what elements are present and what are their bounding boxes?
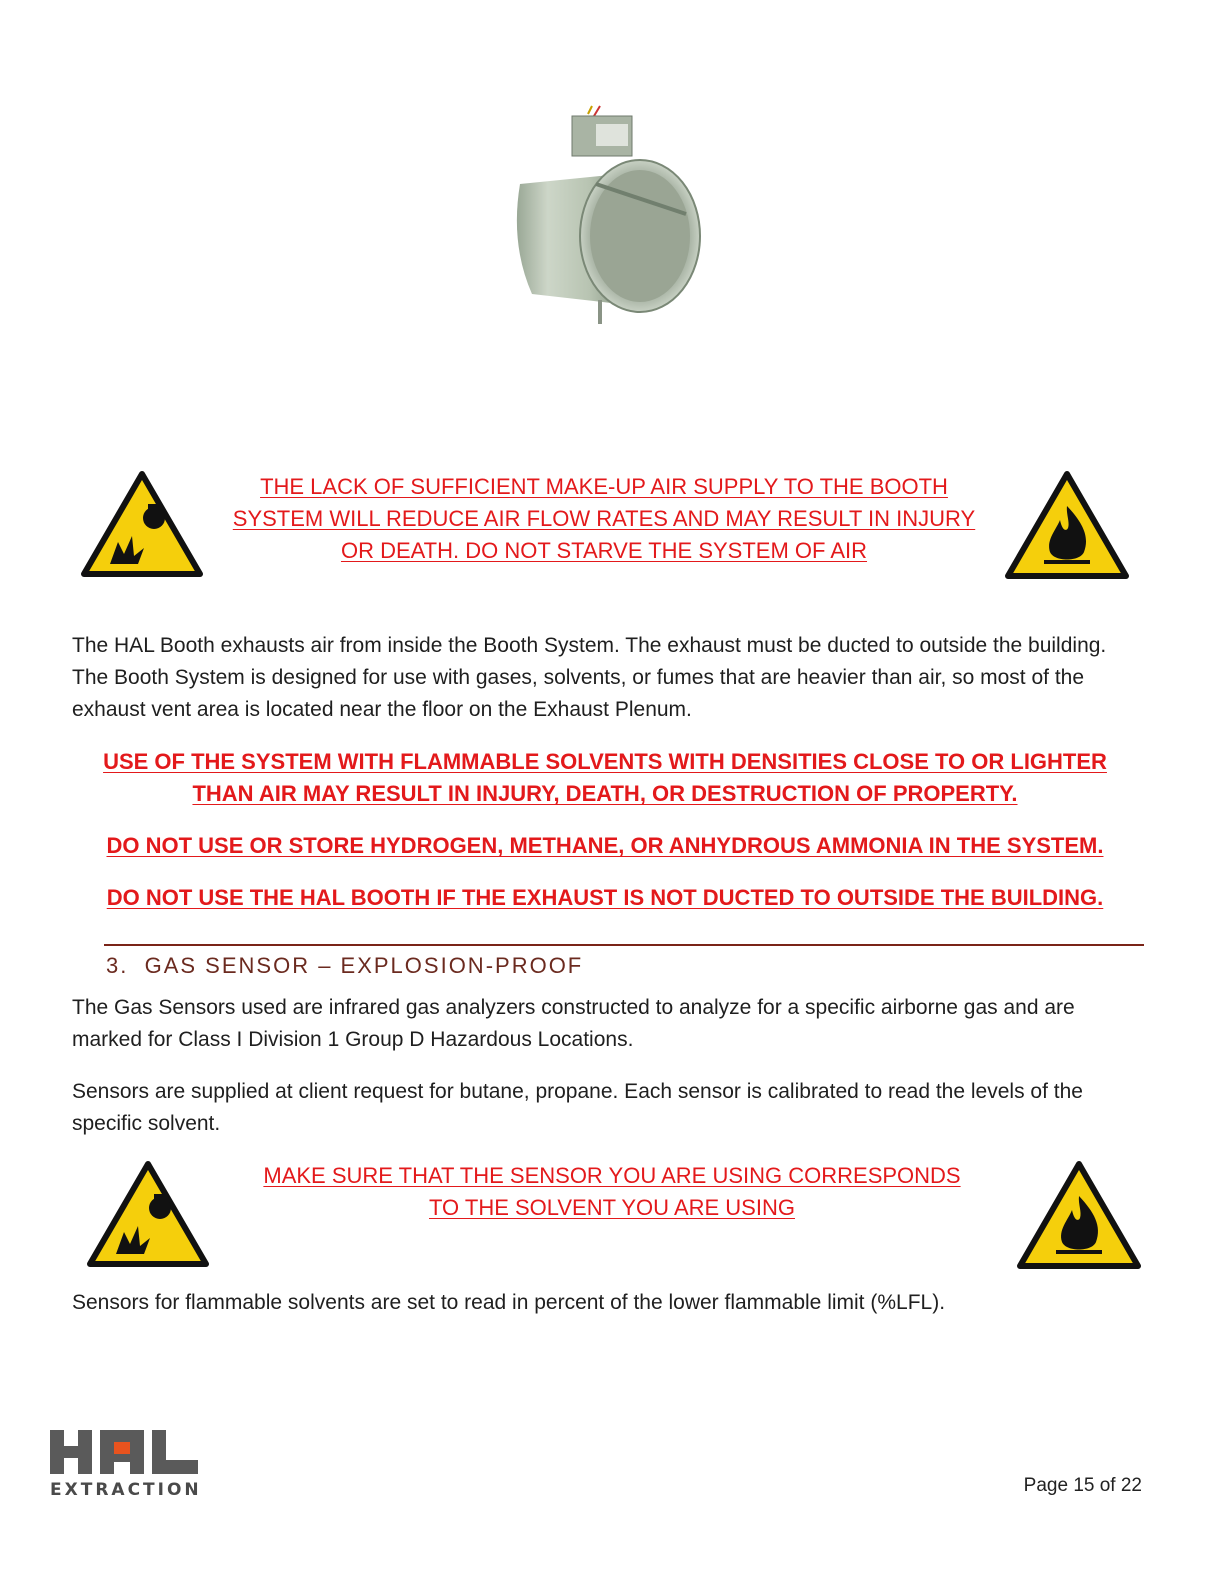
section-heading [106, 953, 806, 979]
section-title: GAS SENSOR – EXPLOSION-PROOF [144, 953, 584, 978]
paragraph-sensors-1: The Gas Sensors used are infrared gas analyzers constructed to analyze for a specific airborne gas and are marked for Class I Division 1 Group D Hazardous Locations. [72, 996, 1075, 1051]
warning1-text [204, 471, 1004, 567]
warning2-line: MAKE SURE THAT THE SENSOR YOU ARE USING CORRESPONDS [263, 1163, 961, 1188]
section-number: 3. [106, 953, 129, 978]
flammable-warning-icon [1004, 470, 1130, 582]
warning1-line: OR DEATH. DO NOT STARVE THE SYSTEM OF AIR [340, 538, 868, 563]
section-divider [104, 944, 1144, 946]
page-number: Page 15 of 22 [1023, 1475, 1142, 1496]
warning1-line: THE LACK OF SUFFICIENT MAKE-UP AIR SUPPLY TO THE BOOTH [260, 474, 948, 499]
bold-warning-hydrogen: DO NOT USE OR STORE HYDROGEN, METHANE, OR ANHYDROUS AMMONIA IN THE SYSTEM. [106, 833, 1104, 858]
warning1-line: SYSTEM WILL REDUCE AIR FLOW RATES AND MAY RESULT IN INJURY [232, 506, 976, 531]
warning2-text [212, 1160, 1012, 1224]
bold-warning-flammable-density: USE OF THE SYSTEM WITH FLAMMABLE SOLVENTS WITH DENSITIES CLOSE TO OR LIGHTER THAN AIR MAY RESULT IN INJURY, DEATH, OR DESTRUCTION OF PROPERTY. [103, 749, 1107, 806]
paragraph-lfl: Sensors for flammable solvents are set to read in percent of the lower flammable limit (%LFL). [72, 1291, 946, 1314]
hal-extraction-logo [50, 1428, 210, 1504]
warning2-line: TO THE SOLVENT YOU ARE USING [429, 1195, 795, 1220]
logo-subtitle: EXTRACTION [50, 1480, 202, 1500]
paragraph-sensors-2: Sensors are supplied at client request for butane, propane. Each sensor is calibrated to read the levels of the specific solvent. [72, 1080, 1083, 1135]
paragraph-exhaust: The HAL Booth exhausts air from inside the Booth System. The exhaust must be ducted to outside the building. The Booth System is designed for use with gases, solvents, or fumes that are heavier than air, so most of the exhaust vent area is located near the floor on the Exhaust Plenum. [72, 634, 1107, 721]
bold-warning-ducting: DO NOT USE THE HAL BOOTH IF THE EXHAUST IS NOT DUCTED TO OUTSIDE THE BUILDING. [106, 885, 1104, 910]
damper-product-image [500, 104, 710, 326]
explosion-warning-icon [86, 1160, 210, 1270]
flammable-warning-icon [1016, 1160, 1142, 1272]
explosion-warning-icon [80, 470, 204, 580]
